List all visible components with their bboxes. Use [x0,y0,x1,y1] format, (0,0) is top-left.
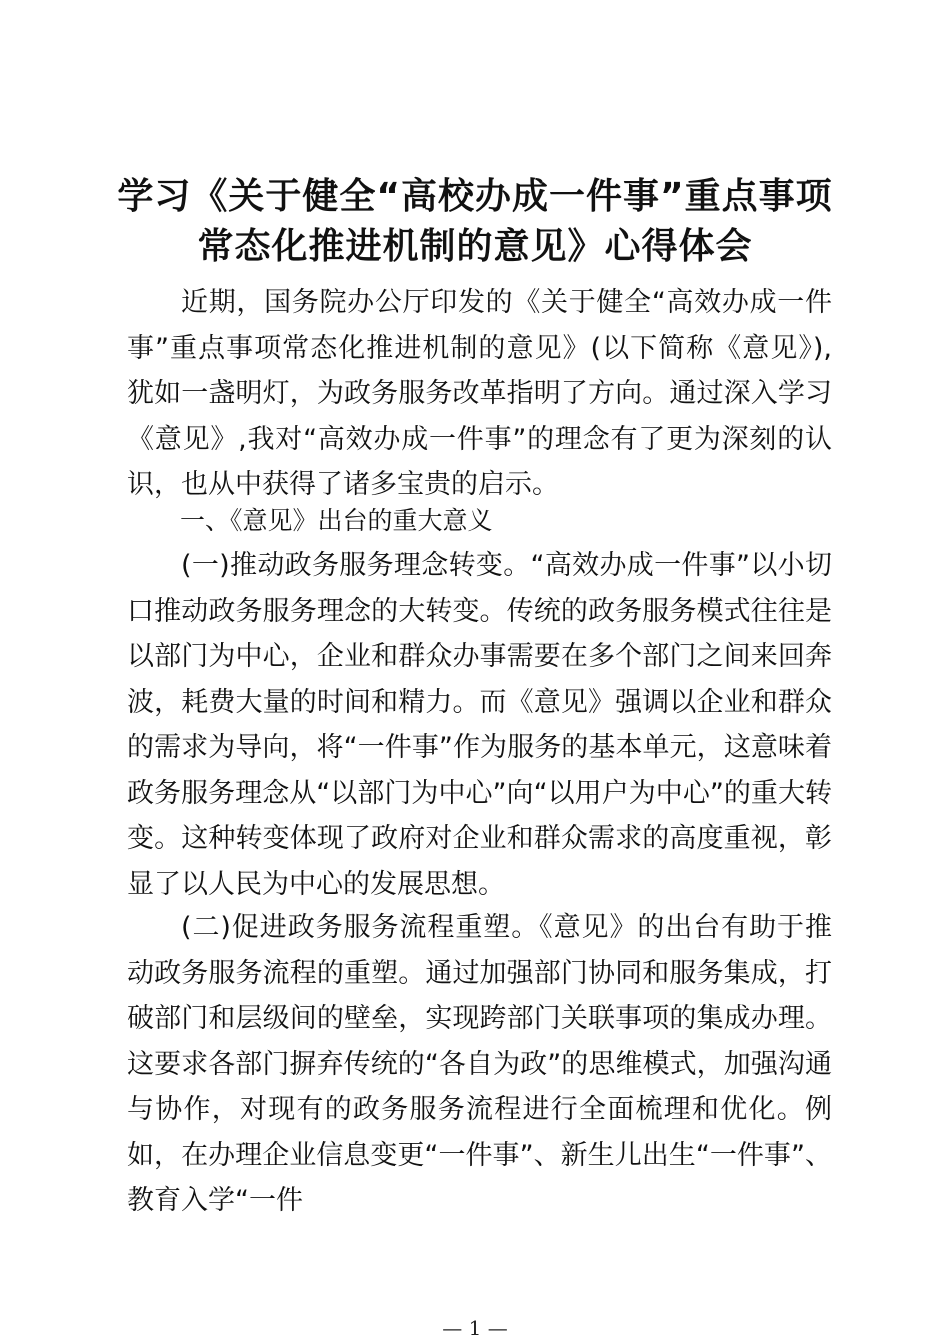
paragraph-2: (二)促进政务服务流程重塑。《意见》的出台有助于推动政务服务流程的重塑。通过加强部门协同和服务集成，打破部门和层级间的壁垒，实现跨部门关联事项的集成办理。这要求各部门摒弃传统的“各自为政”的思维模式，加强沟通与协作，对现有的政务服务流程进行全面梳理和优化。例如，在办理企业信息变更“一件事”、新生儿出生“一件事”、教育入学“一件 [127,912,832,1216]
section-heading: 一、《意见》出台的重大意义 [180,506,493,535]
intro-block [127,280,832,508]
section-2-block [127,905,832,1224]
title-line-1: 学习《关于健全“高校办成一件事”重点事项 [117,176,833,217]
document-title [100,172,850,272]
section-1-block [127,543,832,907]
intro-paragraph: 近期，国务院办公厅印发的《关于健全“高效办成一件事”重点事项常态化推进机制的意见》(以下简称《意见》),犹如一盏明灯，为政务服务改革指明了方向。通过深入学习《意见》,我对“高效办成一件事”的理念有了更为深刻的认识，也从中获得了诸多宝贵的启示。 [127,287,832,500]
title-line-2: 常态化推进机制的意见》心得体会 [197,226,753,267]
page-number: — 1 — [442,1316,508,1340]
paragraph-1: (一)推动政务服务理念转变。“高效办成一件事”以小切口推动政务服务理念的大转变。传统的政务服务模式往往是以部门为中心，企业和群众办事需要在多个部门之间来回奔波，耗费大量的时间和精力。而《意见》强调以企业和群众的需求为导向，将“一件事”作为服务的基本单元，这意味着政务服务理念从“以部门为中心”向“以用户为中心”的重大转变。这种转变体现了政府对企业和群众需求的高度重视，彰显了以人民为中心的发展思想。 [127,550,832,900]
